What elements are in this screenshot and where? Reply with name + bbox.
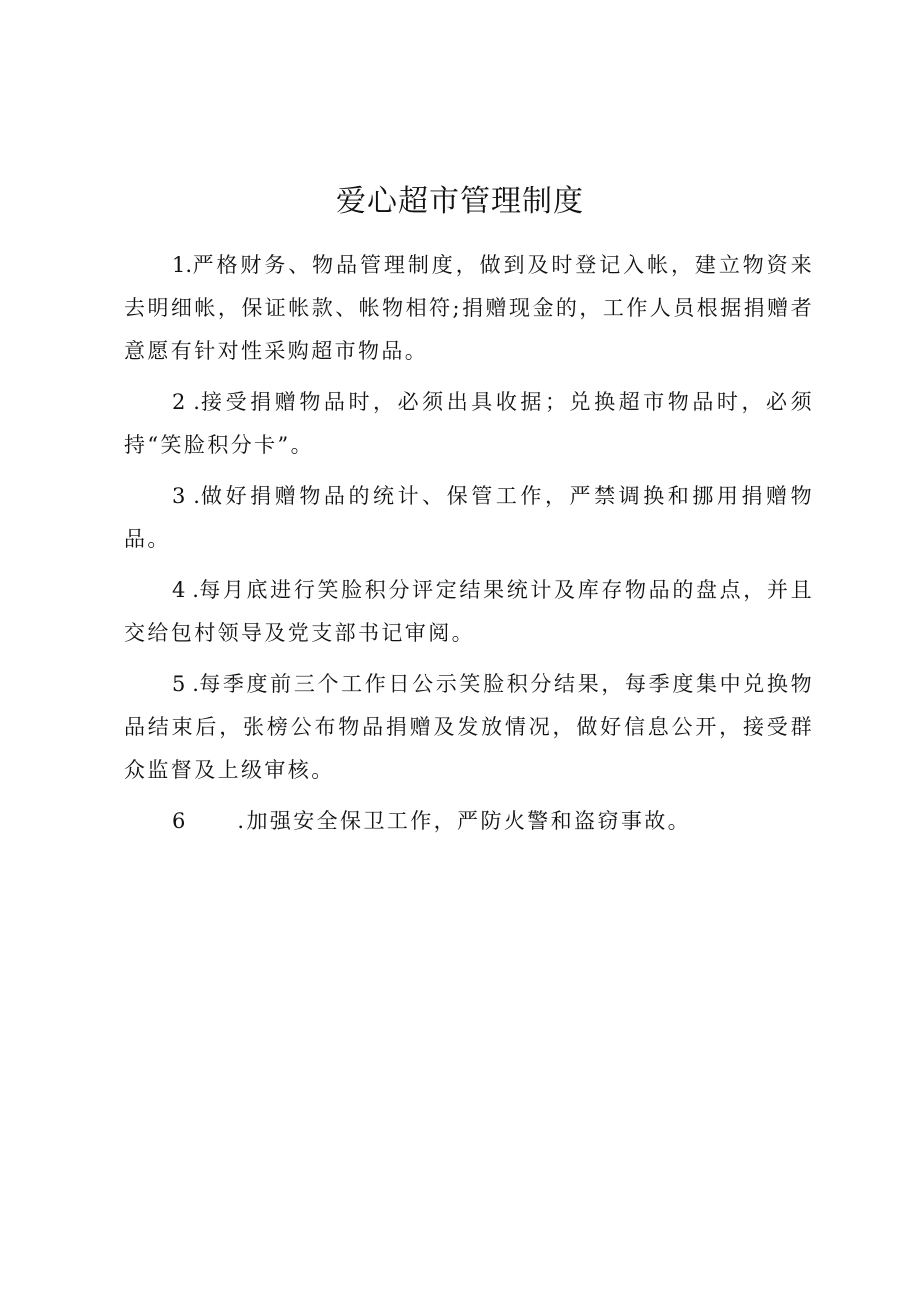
rule-text: 严格财务、物品管理制度，做到及时登记入帐，建立物资来去明细帐，保证帐款、帐物相符;捐赠现金的，工作人员根据捐赠者意愿有针对性采购超市物品。	[124, 253, 814, 363]
rule-number: 1.	[172, 253, 193, 277]
rule-text: .加强安全保卫工作，严防火警和盗窃事故。	[237, 809, 692, 833]
rule-number: 3 .	[172, 484, 200, 508]
rule-text: 每月底进行笑脸积分评定结果统计及库存物品的盘点，并且交给包村领导及党支部书记审阅。	[124, 578, 814, 645]
rule-item-4	[124, 569, 814, 655]
rule-item-1	[124, 244, 814, 373]
rule-item-3	[124, 475, 814, 561]
rule-text: 每季度前三个工作日公示笑脸积分结果，每季度集中兑换物品结束后，张榜公布物品捐赠及发放情况，做好信息公开，接受群众监督及上级审核。	[124, 672, 814, 782]
rule-number: 4 .	[172, 578, 199, 602]
document-body	[124, 244, 814, 851]
rule-number: 6	[172, 809, 186, 833]
rule-number: 2 .	[172, 390, 200, 414]
rule-item-5	[124, 663, 814, 792]
rule-number: 5 .	[172, 672, 199, 696]
rule-item-6	[124, 800, 814, 843]
document-title: 爱心超市管理制度	[336, 184, 584, 219]
rule-item-2	[124, 381, 814, 467]
rule-text: 做好捐赠物品的统计、保管工作，严禁调换和挪用捐赠物品。	[124, 484, 815, 551]
rule-text: 接受捐赠物品时，必须出具收据；兑换超市物品时，必须持“笑脸积分卡”。	[124, 390, 815, 457]
